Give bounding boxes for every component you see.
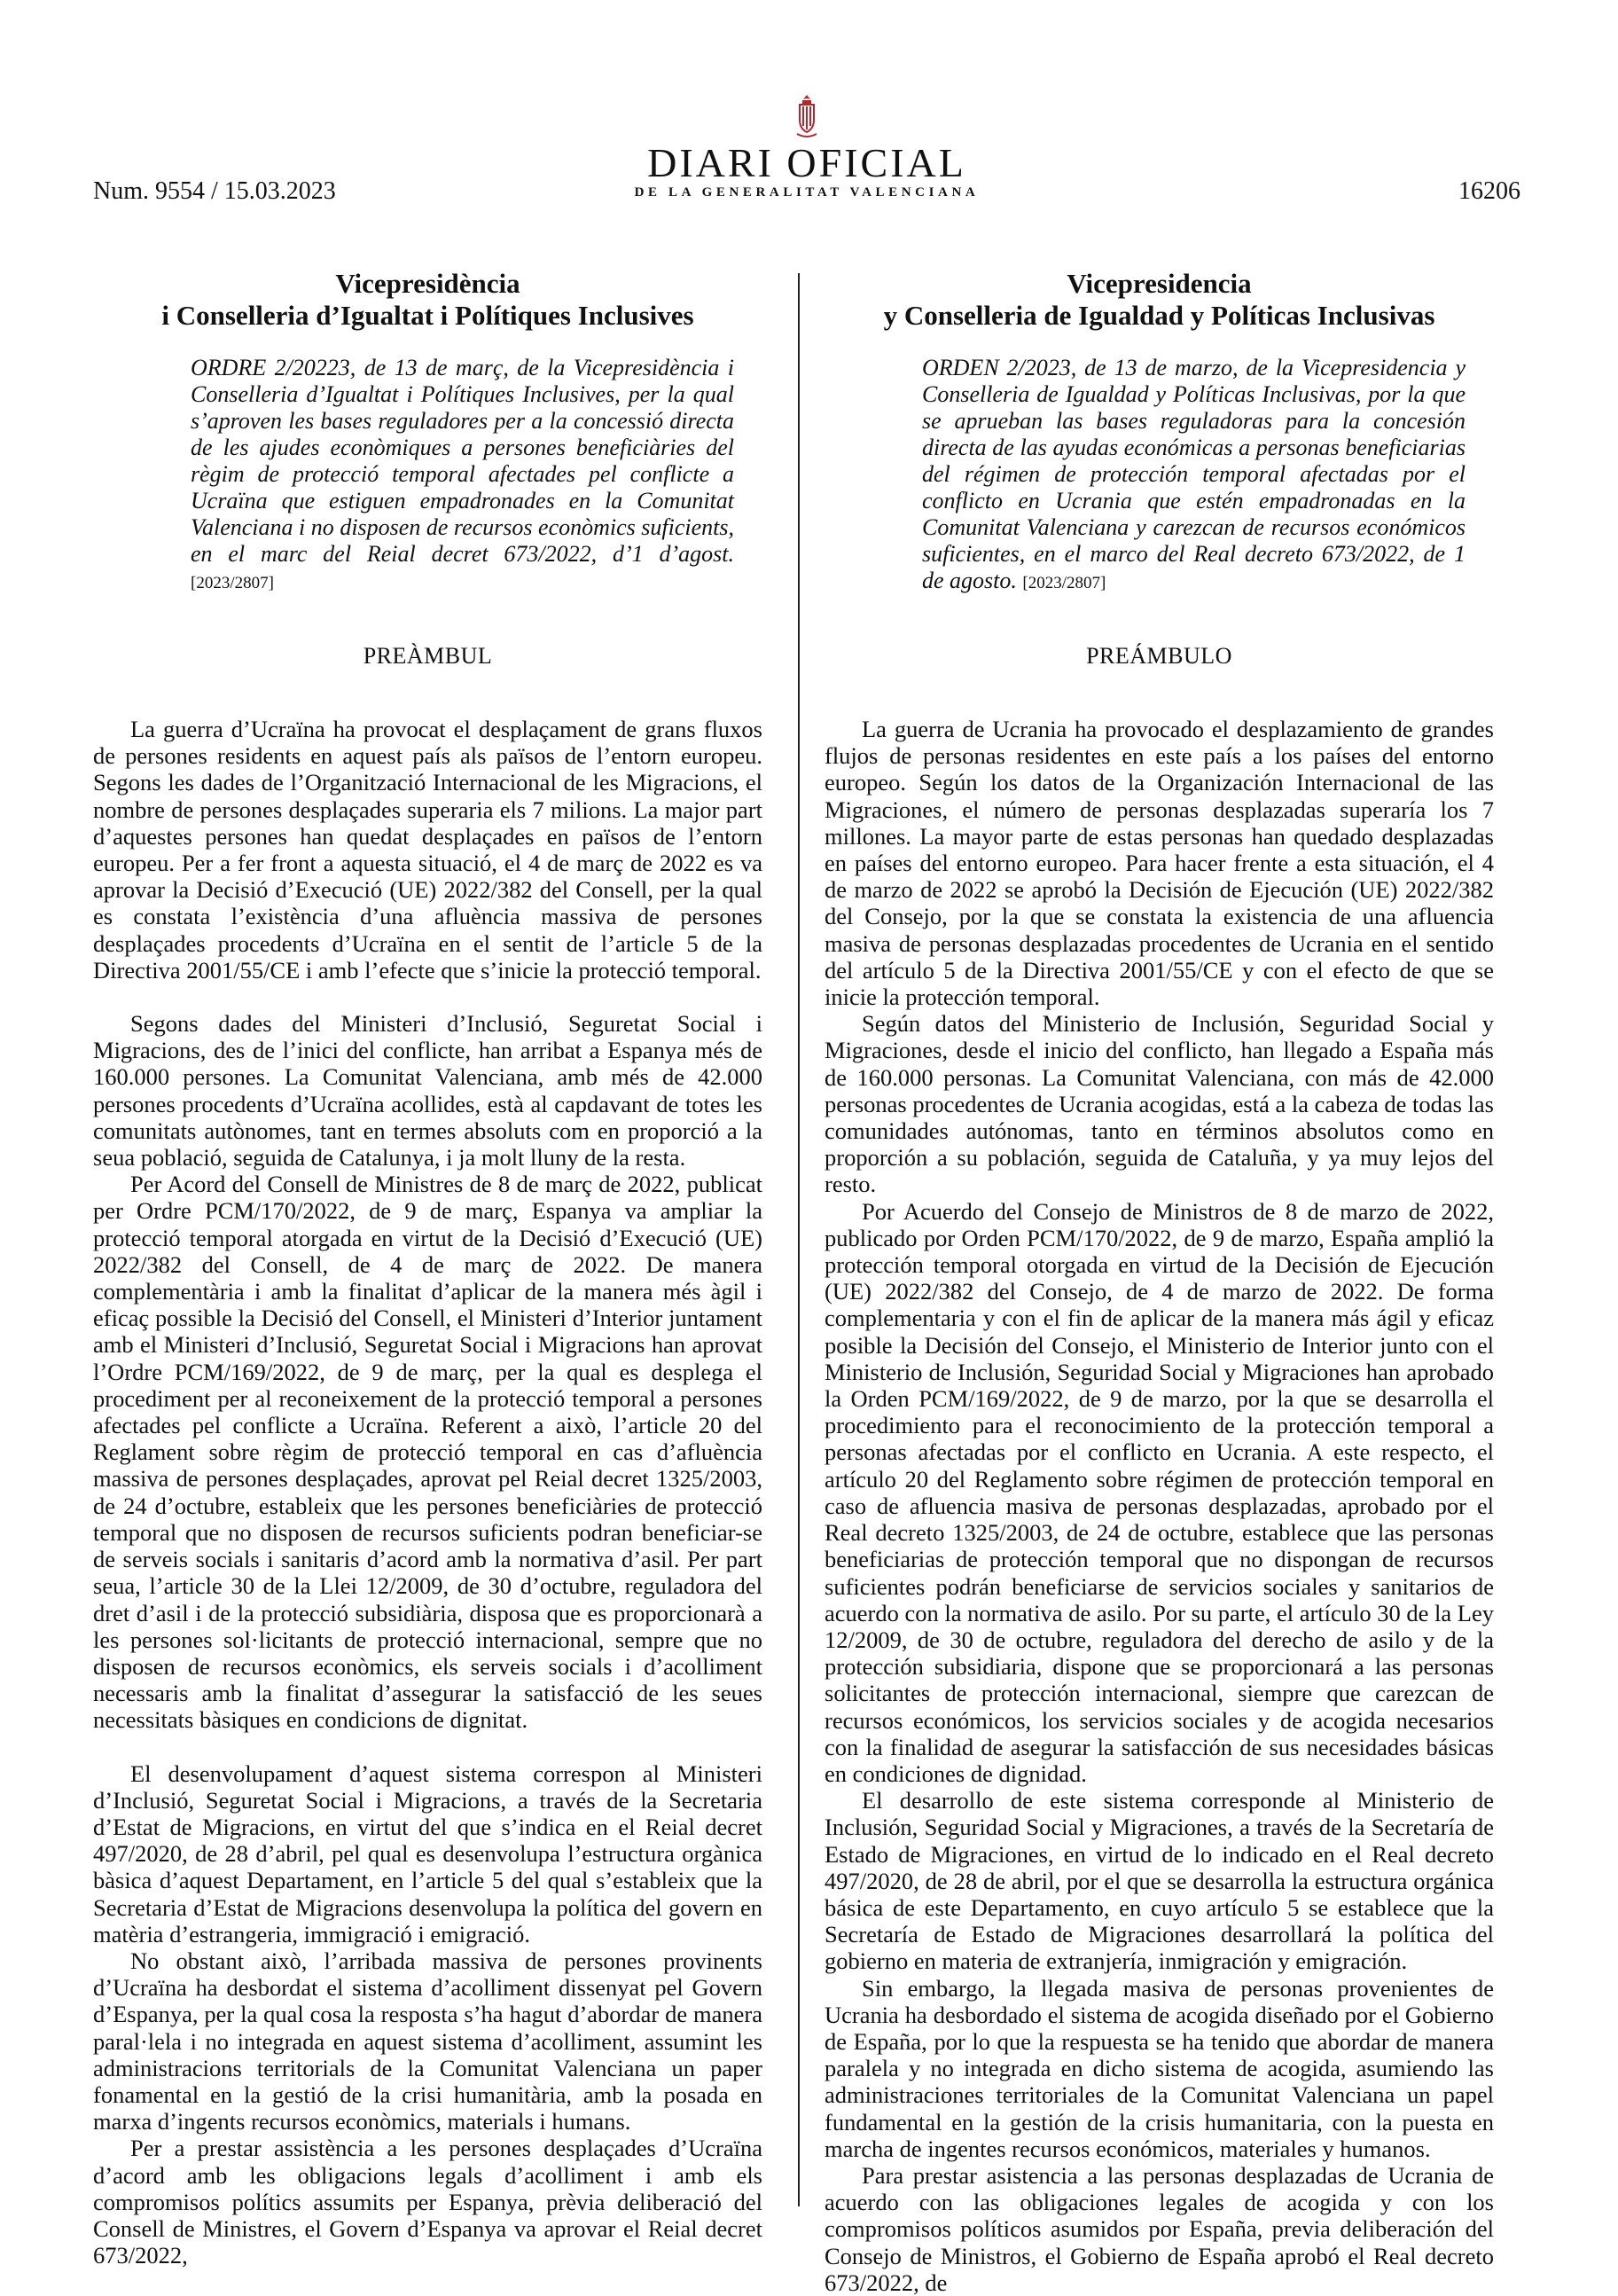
column-divider <box>798 273 800 2206</box>
paragraph: Para prestar asistencia a las personas desplazadas de Ucrania de acuerdo con las obligaciones legales de acogida y con los compromisos políticos asumidos por España, previa deliberación del Consejo de Ministros, el Gobierno de España aprobó el Real decreto 673/2022, de <box>825 2161 1494 2296</box>
order-abstract <box>922 355 1466 597</box>
paragraph: Sin embargo, la llegada masiva de personas provenientes de Ucrania ha desbordado el sistema de acogida diseñado por el Gobierno de España, por lo que la respuesta se ha tenido que abordar de manera paralela y no integrada en dicho sistema de acogida, asumiendo las administraciones territoriales de la Comunitat Valenciana un papel fundamental en la gestión de la crisis humanitaria, con la puesta en marcha de ingentes recursos económicos, materiales y humanos. <box>825 1974 1494 2162</box>
abstract-text: ORDEN 2/2023, de 13 de marzo, de la Vicepresidencia y Conselleria de Igualdad y Políticas Inclusivas, por la que se aprueban las bases reguladoras para la concesión directa de las ayudas económicas a personas beneficiarias del régimen de protección temporal afectadas por el conflicto en Ucrania que estén empadronadas en la Comunitat Valenciana y carezcan de recursos económicos suficientes, en el marco del Real decreto 673/2022, de 1 de agosto. <box>922 355 1466 593</box>
order-abstract <box>191 355 734 597</box>
generalitat-emblem-icon <box>792 93 822 141</box>
paragraph: No obstant això, l’arribada massiva de persones provinents d’Ucraïna ha desbordat el sistema d’acolliment dissenyat pel Govern d’Espanya, per la qual cosa la resposta s’ha hagut d’abordar de manera paral·lela i no integrada en aquest sistema d’acolliment, assumint les administracions territorials de la Comunitat Valenciana un paper fonamental en la gestió de la crisi humanitària, amb la posada en marxa d’ingents recursos econòmics, materials i humans. <box>93 1947 762 2135</box>
department-title-line1: Vicepresidència <box>335 268 520 299</box>
page-header <box>93 93 1520 217</box>
masthead <box>603 93 1011 200</box>
section-heading: PREÀMBUL <box>363 643 493 669</box>
right-column-spanish <box>825 268 1494 2296</box>
department-title-line2: i Conselleria d’Igualtat i Polítiques Inclusives <box>161 300 694 331</box>
masthead-subtitle: DE LA GENERALITAT VALENCIANA <box>634 185 980 200</box>
paragraph: El desarrollo de este sistema corresponde al Ministerio de Inclusión, Seguridad Social y Migraciones, a través de la Secretaría de Estado de Migraciones, en virtud de lo indicado en el Real decreto 497/2020, de 28 de abril, por el que se desarrolla la estructura orgánica básica de este Departamento, en cuyo artículo 5 se establece que la Secretaría de Estado de Migraciones desarrollará la política del gobierno en materia de extranjería, inmigración y emigración. <box>825 1787 1494 1975</box>
paragraph: Según datos del Ministerio de Inclusión, Seguridad Social y Migraciones, desde el inicio del conflicto, han llegado a España más de 160.000 personas. La Comunitat Valenciana, con más de 42.000 personas procedentes de Ucrania acogidas, está a la cabeza de todas las comunidades autónomas, tanto en términos absolutos como en proporción a su población, seguida de Cataluña, y ya muy lejos del resto. <box>825 1010 1494 1198</box>
department-title-line2: y Conselleria de Igualdad y Políticas Inclusivas <box>883 300 1435 331</box>
paragraph: Segons dades del Ministeri d’Inclusió, Seguretat Social i Migracions, des de l’inici del conflicte, han arribat a Espanya més de 160.000 persones. La Comunitat Valenciana, amb més de 42.000 persones procedents d’Ucraïna acollides, està al capdavant de totes les comunitats autònomes, tant en termes absoluts com en proporció a la seua població, seguida de Catalunya, i ja molt lluny de la resta. <box>93 1010 762 1172</box>
paragraph: Per a prestar assistència a les persones desplaçades d’Ucraïna d’acord amb les obligacions legals d’acolliment i amb els compromisos polítics assumits per Espanya, prèvia deliberació del Consell de Ministres, el Govern d’Espanya va aprovar el Reial decret 673/2022, <box>93 2135 762 2269</box>
page-number: 16206 <box>1458 177 1520 205</box>
paragraph: La guerra d’Ucraïna ha provocat el desplaçament de grans fluxos de persones residents en aquest país als països de l’entorn europeu. Segons les dades de l’Organització Internacional de les Migracions, el nombre de persones desplaçades superaria els 7 milions. La major part d’aquestes persones han quedat desplaçades en països de l’entorn europeu. Per a fer front a aquesta situació, el 4 de març de 2022 es va aprovar la Decisió d’Execució (UE) 2022/382 del Consell, per la qual es constata l’existència d’una afluència massiva de persones desplaçades procedents d’Ucraïna en el sentit de l’article 5 de la Directiva 2001/55/CE i amb l’efecte que s’inicie la protecció temporal. <box>93 716 762 983</box>
department-title <box>93 268 762 332</box>
paragraph: Per Acord del Consell de Ministres de 8 de març de 2022, publicat per Ordre PCM/170/2022, de 9 de març, Espanya va ampliar la protecció temporal atorgada en virtut de la Decisió d’Execució (UE) 2022/382 del Consell, de 4 de març de 2022. De manera complementària i amb la finalitat d’aplicar de la manera més àgil i eficaç possible la Decisió del Consell, el Ministeri d’Interior juntament amb el Ministeri d’Inclusió, Seguretat Social i Migracions han aprovat l’Ordre PCM/169/2022, de 9 de març, per la qual es desplega el procediment per al reconeixement de la protecció temporal a persones afectades pel conflicte a Ucraïna. Referent a això, l’article 20 del Reglament sobre règim de protecció temporal en cas d’afluència massiva de persones desplaçades, aprovat pel Reial decret 1325/2003, de 24 d’octubre, estableix que les persones beneficiàries de protecció temporal que no disposen de recursos suficients podran beneficiar-se de serveis socials i sanitaris d’acord amb la normativa d’asil. Per part seua, l’article 30 de la Llei 12/2009, de 30 d’octubre, reguladora del dret d’asil i de la protecció subsidiària, disposa que es proporcionarà a les persones sol·licitants de protecció internacional, sempre que no disposen de recursos econòmics, els serveis socials i d’acolliment necessaris amb la finalitat d’assegurar la satisfacció de les seues necessitats bàsiques en condicions de dignitat. <box>93 1171 762 1734</box>
section-heading: PREÁMBULO <box>1086 643 1232 669</box>
paragraph: La guerra de Ucrania ha provocado el desplazamiento de grandes flujos de personas residentes en este país a los países del entorno europeo. Según los datos de la Organización Internacional de las Migraciones, el número de personas desplazadas superaría los 7 millones. La mayor parte de estas personas han quedado desplazadas en países del entorno europeo. Para hacer frente a esta situación, el 4 de marzo de 2022 se aprobó la Decisión de Ejecución (UE) 2022/382 del Consejo, por la que se constata la existencia de una afluencia masiva de personas desplazadas procedentes de Ucrania en el sentido del artículo 5 de la Directiva 2001/55/CE y con el efecto de que se inicie la protección temporal. <box>825 716 1494 1011</box>
paragraph: Por Acuerdo del Consejo de Ministros de 8 de marzo de 2022, publicado por Orden PCM/170/2022, de 9 de marzo, España amplió la protección temporal otorgada en virtud de la Decisión de Ejecución (UE) 2022/382 del Consejo, de 4 de marzo de 2022. De forma complementaria y con el fin de aplicar de la manera más ágil y eficaz posible la Decisión del Consejo, el Ministerio de Interior junto con el Ministerio de Inclusión, Seguridad Social y Migraciones han aprobado la Orden PCM/169/2022, de 9 de marzo, por la que se desarrolla el procedimiento para el reconocimiento de la protección temporal a personas afectadas por el conflicto en Ucrania. A este respecto, el artículo 20 del Reglamento sobre régimen de protección temporal en caso de afluencia masiva de personas desplazadas, aprobado por el Real decreto 1325/2003, de 24 de octubre, establece que las personas beneficiarias de protección temporal que no dispongan de recursos suficientes podrán beneficiarse de servicios sociales y sanitarios de acuerdo con la normativa de asilo. Por su parte, el artículo 30 de la Ley 12/2009, de 30 de octubre, reguladora del derecho de asilo y de la protección subsidiaria, dispone que se proporcionará a las personas solicitantes de protección internacional, siempre que carezcan de recursos económicos, los servicios sociales y de acogida necesarios con la finalidad de asegurar la satisfacción de sus necesidades básicas en condiciones de dignidad. <box>825 1197 1494 1787</box>
reference-code: [2023/2807] <box>191 574 274 592</box>
left-column-valencian <box>93 268 762 2269</box>
issue-number: Num. 9554 / 15.03.2023 <box>93 177 336 205</box>
reference-code: [2023/2807] <box>1022 574 1106 592</box>
department-title <box>825 268 1494 332</box>
masthead-title: DIARI OFICIAL <box>647 140 966 185</box>
abstract-text: ORDRE 2/20223, de 13 de març, de la Vicepresidència i Conselleria d’Igualtat i Polítiques Inclusives, per la qual s’aproven les bases reguladores per a la concessió directa de les ajudes econòmiques a persones beneficiàries del règim de protecció temporal afectades pel conflicte a Ucraïna que estiguen empadronades en la Comunitat Valenciana i no disposen de recursos econòmics suficients, en el marc del Reial decret 673/2022, d’1 d’agost. <box>191 355 734 567</box>
paragraph: El desenvolupament d’aquest sistema correspon al Ministeri d’Inclusió, Seguretat Social i Migracions, a través de la Secretaria d’Estat de Migracions, en virtut del que s’indica en el Reial decret 497/2020, de 28 d’abril, pel qual es desenvolupa l’estructura orgànica bàsica d’aquest Departament, en l’article 5 del qual s’estableix que la Secretaria d’Estat de Migracions desenvolupa la política del govern en matèria d’estrangeria, immigració i emigració. <box>93 1759 762 1947</box>
department-title-line1: Vicepresidencia <box>1067 268 1252 299</box>
